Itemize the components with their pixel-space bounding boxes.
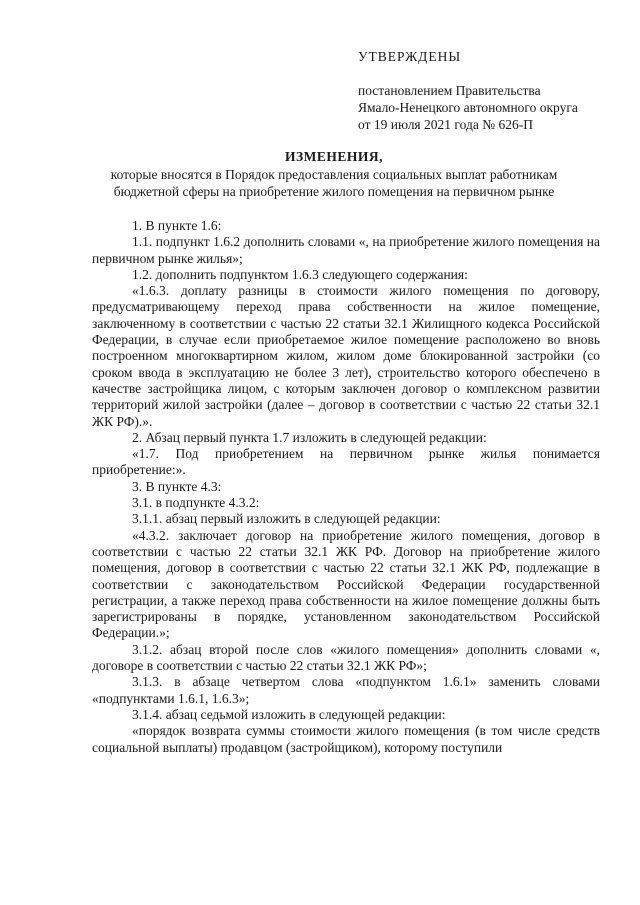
paragraph: 1. В пункте 1.6: (132, 218, 222, 233)
paragraph: 3.1.4. абзац седьмой изложить в следующей редакции: (132, 706, 446, 722)
approval-heading: УТВЕРЖДЕНЫ (358, 49, 462, 64)
title-heading: ИЗМЕНЕНИЯ, (284, 149, 383, 164)
paragraph: 1.1. подпункт 1.6.2 дополнить словами «, на приобретение жилого помещения на первичном рынке жилья»; (92, 234, 600, 266)
approval-block (358, 48, 618, 133)
approval-line-1: постановлением Правительства (358, 83, 541, 98)
paragraph: «1.7. Под приобретением на первичном рынке жилья понимается приобретение:». (92, 446, 600, 478)
paragraph: 3. В пункте 4.3: (132, 478, 222, 494)
paragraph: 1.2. дополнить подпунктом 1.6.3 следующего содержания: (132, 266, 468, 282)
document-body (92, 218, 600, 756)
paragraph: «4.3.2. заключает договор на приобретение жилого помещения, договор в соответствии с частью 22 статьи 32.1 ЖК РФ. Договор на приобретение жилого помещения, договор в соответствии с частью 22 статьи 32.1 ЖК РФ, подлежащие в соответствии с законодательством Российской Федерации государственной регистрации, а также переход права собственности на жилое помещение должны быть зарегистрированы в порядке, установленном законодательством Российской Федерации.»; (92, 527, 600, 641)
paragraph: «порядок возврата суммы стоимости жилого помещения (в том числе средств социальной выплаты) продавцом (застройщиком), которому поступили (92, 723, 600, 755)
paragraph: «1.6.3. доплату разницы в стоимости жилого помещения по договору, предусматривающему переход права собственности на жилое помещение, заключенному в соответствии с частью 22 статьи 32.1 Жилищного кодекса Российской Федерации, в случае если приобретаемое жилое помещение расположено во вновь построенном многоквартирном жилом, жилом доме блокированной застройки (со сроком ввода в эксплуатацию не более 3 лет), строительство которого обеспечено в качестве застройщика лицом, с которым заключен договор о комплексном развитии территорий жилой застройки (далее – договор в соответствии с частью 22 статьи 32.1 ЖК РФ).». (92, 283, 600, 429)
document-title (70, 148, 598, 200)
approval-line-3: от 19 июля 2021 года № 626-П (358, 117, 533, 132)
paragraph: 3.1.2. абзац второй после слов «жилого помещения» дополнить словами «, договоре в соответствии с частью 22 статьи 32.1 ЖК РФ»; (92, 641, 600, 674)
paragraph: 2. Абзац первый пункта 1.7 изложить в следующей редакции: (132, 429, 487, 445)
paragraph: 3.1. в подпункте 4.3.2: (132, 495, 260, 511)
title-subtitle-line-2: бюджетной сферы на приобретение жилого помещения на первичном рынке (113, 184, 555, 199)
title-subtitle-line-1: которые вносятся в Порядок предоставления социальных выплат работникам (110, 167, 558, 182)
approval-line-2: Ямало-Ненецкого автономного округа (358, 100, 578, 115)
paragraph: 3.1.3. в абзаце четвертом слова «подпунктом 1.6.1» заменить словами «подпунктами 1.6.1, 1.6.3»; (92, 674, 600, 706)
paragraph: 3.1.1. абзац первый изложить в следующей редакции: (132, 511, 441, 527)
